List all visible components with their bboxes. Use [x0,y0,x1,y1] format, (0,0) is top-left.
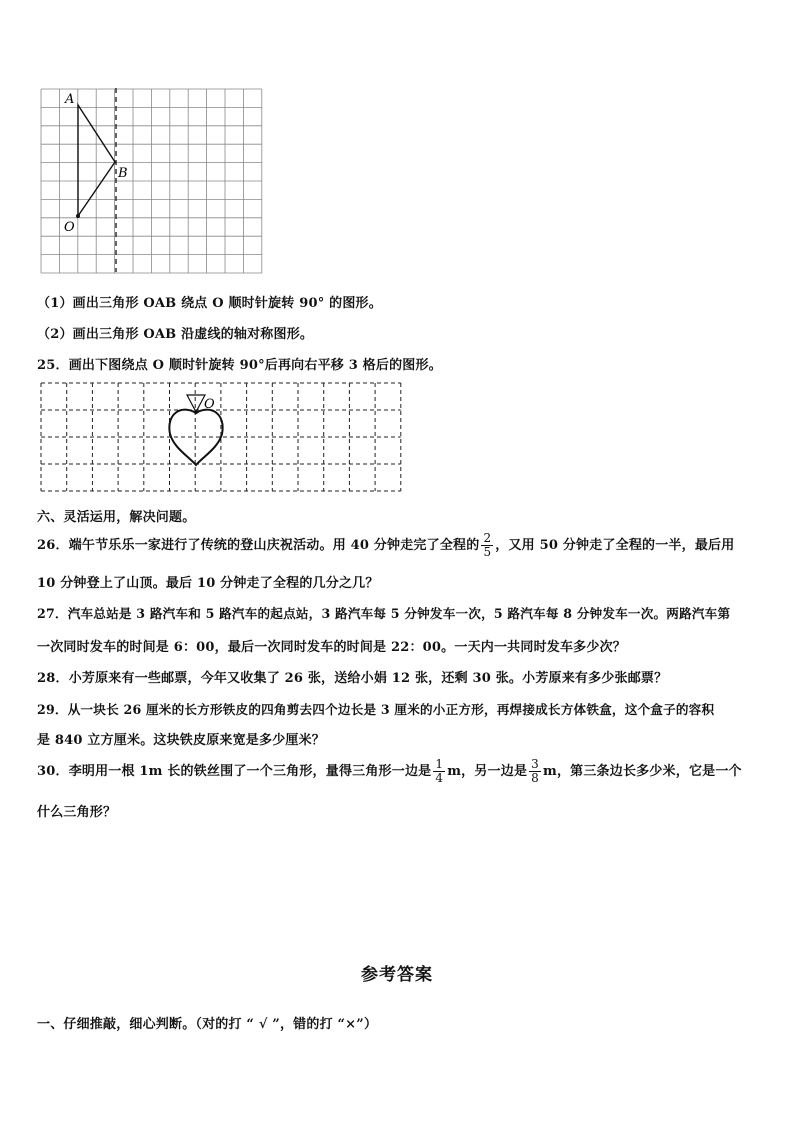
q26-line2: 10 分钟登上了山顶。最后 10 分钟走了全程的几分之几？ [37,576,379,591]
label-a: A [65,92,75,107]
fraction-1-4: $\frac{1}{4}$ [435,757,444,785]
q30-line2: 什么三角形？ [37,805,117,820]
point-o-2 [194,410,198,414]
answers-title: 参考答案 [361,965,433,985]
label-b: B [118,166,128,181]
label-o: O [64,220,75,235]
q27-line1: 27．汽车总站是 3 路汽车和 5 路汽车的起点站，3 路汽车每 5 分钟发车一次，5 路汽车每 8 分钟发车一次。两路汽车第 [37,606,731,621]
section-1-heading: 一、仔细推敲，细心判断。（对的打 “ √ ”，错的打 “×”） [37,1017,378,1032]
q28-text: 28．小芳原来有一些邮票，今年又收集了 26 张，送给小娟 12 张，还剩 30 张。小芳原来有多少张邮票？ [37,671,668,686]
fraction-2-5: $\frac{2}{5}$ [483,531,492,559]
q26-line1: 26．端午节乐乐一家进行了传统的登山庆祝活动。用 40 分钟走完了全程的 $\frac{2}{5}$ ，又用 50 分钟走了全程的一半，最后用 [37,531,735,559]
q29-line1: 29．从一块长 26 厘米的长方形铁皮的四角剪去四个边长是 3 厘米的小正方形，再焊接成长方体铁盒，这个盒子的容积 [37,702,715,717]
q29-line2: 是 840 立方厘米。这块铁皮原来宽是多少厘米？ [37,733,325,748]
q24-part2: （2）画出三角形 OAB 沿虚线的轴对称图形。 [37,327,314,342]
grid-figure-heart [40,382,406,496]
point-o [76,214,80,218]
grid-figure-triangle [40,88,268,276]
label-o-2: O [204,397,215,412]
q27-line2: 一次同时发车的时间是 6：00，最后一次同时发车的时间是 22：00。一天内一共同时发车多少次？ [37,640,626,655]
q24-part1: （1）画出三角形 OAB 绕点 O 顺时针旋转 90° 的图形。 [37,296,382,311]
section-6-heading: 六、灵活运用，解决问题。 [37,510,196,525]
q30-line1: 30．李明用一根 1m 长的铁丝围了一个三角形，量得三角形一边是 $\frac{1}{4}$ m，另一边是 $\frac{3}{8}$ m，第三条边长多少米，它是一个 [37,757,742,785]
fraction-3-8: $\frac{3}{8}$ [531,757,539,785]
q25-text: 25．画出下图绕点 O 顺时针旋转 90°后再向右平移 3 格后的图形。 [37,358,442,373]
